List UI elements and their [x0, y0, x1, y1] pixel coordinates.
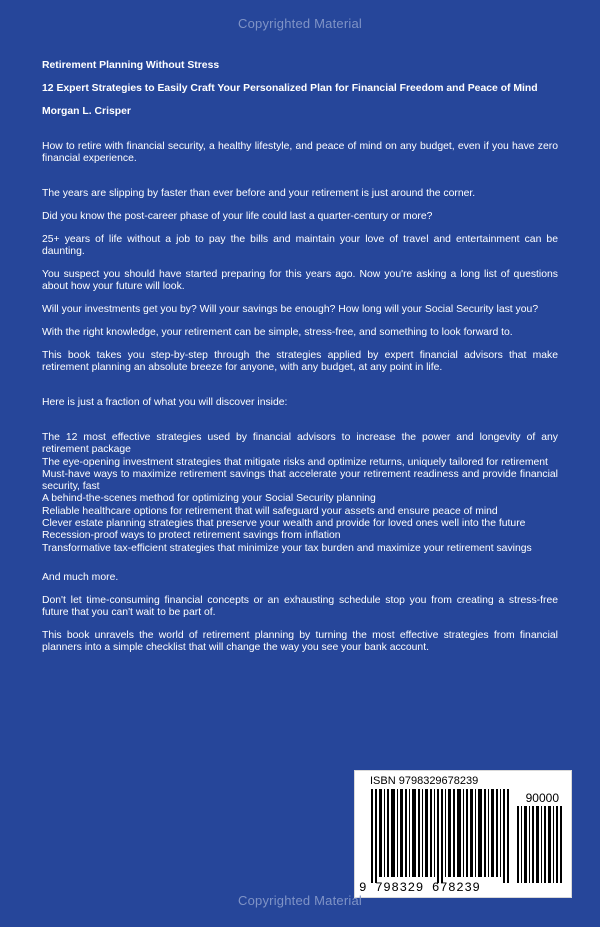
- feature-item: Transformative tax-efficient strategies that minimize your tax burden and maximize your retirement savings: [42, 542, 532, 554]
- closing-paragraph: This book unravels the world of retirement planning by turning the most effective strategies from financial planners into a simple checklist that will change the way you see your bank account.: [42, 629, 558, 653]
- feature-list: [42, 432, 558, 555]
- closing-paragraph: Don't let time-consuming financial concepts or an exhausting schedule stop you from creating a stress-free future that you can't wait to be part of.: [42, 594, 558, 618]
- book-subtitle: 12 Expert Strategies to Easily Craft Your Personalized Plan for Financial Freedom and Peace of Mind: [42, 83, 538, 94]
- book-author: Morgan L. Crisper: [42, 106, 131, 117]
- price-code: 90000: [525, 791, 559, 805]
- ean-barcode-bars: [369, 789, 511, 883]
- copyright-watermark-top: Copyrighted Material: [238, 16, 362, 31]
- intro-paragraph: Did you know the post-career phase of your life could last a quarter-century or more?: [42, 211, 433, 222]
- intro-paragraph: 25+ years of life without a job to pay the bills and maintain your love of travel and entertainment can be daunting.: [42, 234, 558, 257]
- copyright-watermark-bottom: Copyrighted Material: [238, 893, 362, 908]
- feature-item: A behind-the-scenes method for optimizing your Social Security planning: [42, 493, 376, 505]
- feature-item: The eye-opening investment strategies that mitigate risks and optimize returns, uniquely tailored for retirement: [42, 456, 548, 468]
- feature-item: Recession-proof ways to protect retirement savings from inflation: [42, 530, 341, 542]
- intro-paragraph: With the right knowledge, your retirement can be simple, stress-free, and something to look forward to.: [42, 327, 513, 338]
- book-title: Retirement Planning Without Stress: [42, 60, 220, 71]
- intro-paragraph: The years are slipping by faster than ever before and your retirement is just around the corner.: [42, 188, 476, 199]
- feature-item: Clever estate planning strategies that preserve your wealth and provide for loved ones well into the future: [42, 518, 526, 530]
- intro-paragraph: How to retire with financial security, a healthy lifestyle, and peace of mind on any budget, even if you have zero financial experience.: [42, 141, 558, 164]
- feature-item: Must-have ways to maximize retirement savings that accelerate your retirement readiness and provide financial security, fast: [42, 468, 558, 493]
- intro-paragraph: You suspect you should have started preparing for this years ago. Now you're asking a long list of questions about how your future will look.: [42, 269, 558, 292]
- closing-paragraph: And much more.: [42, 571, 119, 583]
- isbn-barcode: [354, 770, 572, 898]
- ean-digits: 9 798329 678239: [359, 881, 481, 895]
- isbn-label: ISBN 9798329678239: [370, 775, 479, 787]
- list-intro: Here is just a fraction of what you will discover inside:: [42, 397, 288, 408]
- feature-item: The 12 most effective strategies used by financial advisors to increase the power and longevity of any retirement package: [42, 432, 558, 456]
- price-barcode-bars: [517, 806, 563, 883]
- back-cover-text: [42, 60, 558, 665]
- feature-item: Reliable healthcare options for retirement that will safeguard your assets and ensure peace of mind: [42, 505, 498, 517]
- intro-paragraph: Will your investments get you by? Will your savings be enough? How long will your Social Security last you?: [42, 304, 539, 315]
- intro-paragraph: This book takes you step-by-step through the strategies applied by expert financial advisors that make retirement planning an absolute breeze for anyone, with any budget, at any point in life.: [42, 350, 558, 373]
